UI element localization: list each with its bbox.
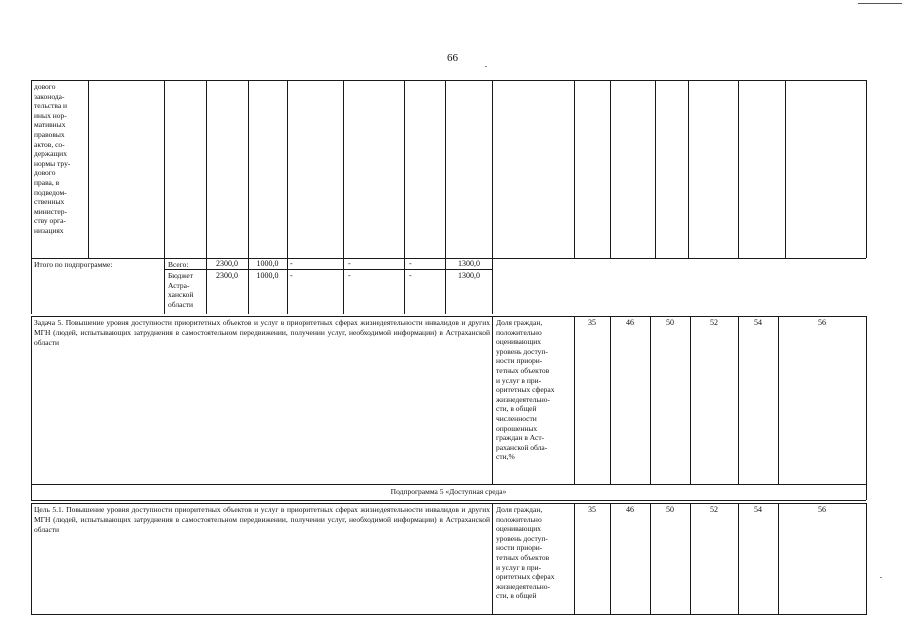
- goal51-value: 35: [588, 505, 596, 514]
- table-cell: 1000,0: [256, 271, 279, 280]
- table-cell: 2300,0: [216, 271, 238, 280]
- goal51-value: 54: [754, 505, 762, 514]
- task5-value: 52: [710, 318, 718, 327]
- task5-value: 35: [588, 318, 596, 327]
- table-cell: -: [409, 271, 412, 280]
- table-cell: -: [290, 271, 293, 280]
- header-rule: [858, 3, 902, 4]
- task5-indicator: Доля граждан, положительно оценивающих уровень доступ- ности приори- тетных объектов и услуг в при- оритетных сферах жизнедеятельно- сти, в общей численности опрошенных граждан в Аст- раханской обла- сти,%: [496, 318, 555, 462]
- table-cell: 1300,0: [458, 259, 480, 268]
- task5-value: 46: [626, 318, 634, 327]
- goal51-indicator: Доля граждан, положительно оценивающих уровень доступ- ности приори- тетных объектов и услуг в при- оритетных сферах жизнедеятельно- сти, в общей: [496, 505, 555, 601]
- table-cell: -: [348, 259, 351, 268]
- task5-value: 50: [666, 318, 674, 327]
- table-cell: 1300,0: [458, 271, 480, 280]
- goal51-value: 50: [666, 505, 674, 514]
- task5-text: Задача 5. Повышение уровня доступности приоритетных объектов и услуг в приоритетных сферах жизнедеятельности инвалидов и других МГН (людей, испытывающих затруднения в самостоятельном передвижении, получении услуг, необходимой информации) в Астраханской области: [34, 318, 490, 347]
- source-regional-budget: Бюджет Астра- ханской области: [168, 271, 194, 309]
- scan-speck: [880, 577, 882, 578]
- task5-value: 56: [818, 318, 826, 327]
- table-cell: -: [348, 271, 351, 280]
- goal51-value: 46: [626, 505, 634, 514]
- task5-value: 54: [754, 318, 762, 327]
- scan-speck: [485, 66, 487, 67]
- goal51-value: 52: [710, 505, 718, 514]
- table-cell: 1000,0: [256, 259, 279, 268]
- source-total: Всего:: [168, 260, 189, 269]
- table-cell: -: [409, 259, 412, 268]
- legal-acts-cell: дового законода- тельства и иных нор- мативных правовых актов, со- держащих нормы тру- дового права, в подведом- ственных министер- ству орга- низациях: [34, 82, 71, 235]
- subprogram-header: Подпрограмма 5 «Доступная среда»: [390, 487, 507, 496]
- subprogram-total-label: Итого по подпрограмме:: [34, 260, 113, 269]
- table-cell: 2300,0: [216, 259, 238, 268]
- table-cell: -: [290, 259, 293, 268]
- goal51-text: Цель 5.1. Повышение уровня доступности приоритетных объектов и услуг в приоритетных сферах жизнедеятельности инвалидов и других МГН (людей, испытывающих затруднения в самостоятельном передвижении, получении услуг, необходимой информации) в Астраханской области: [34, 505, 490, 534]
- page-number: 66: [447, 52, 458, 64]
- goal51-value: 56: [818, 505, 826, 514]
